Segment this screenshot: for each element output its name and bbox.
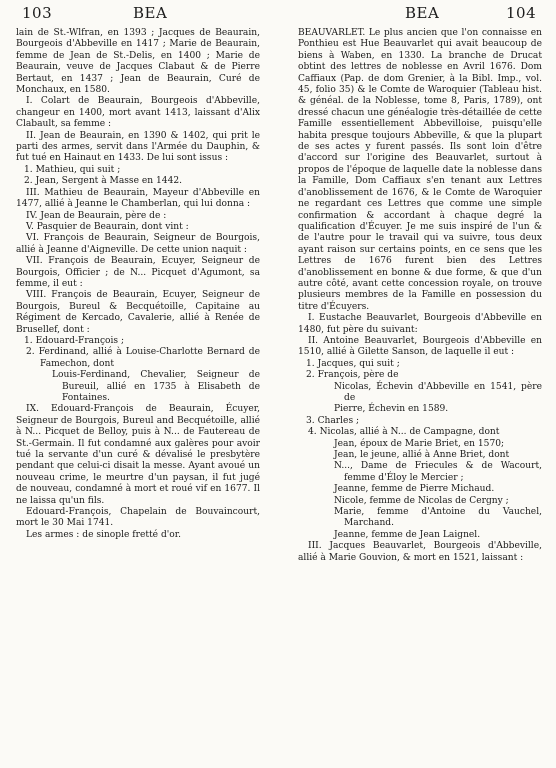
right-paragraph: 1. Jacques, qui suit ; [306,358,400,369]
left-paragraph: lain de St.-Wlfran, en 1393 ; Jacques de Beaurain, Bourgeois d'Abbeville en 1417 ; Marie de Beaurain, femme de Jean de St.-Delis, en 1400 ; Marie de Beaurain, veuve de Jacques Clabaut & de Pierre Bertaut, en 1437 ; Jean de Beaurain, Curé de Monchaux, en 1580. [16,28,260,96]
right-paragraph: Nicolas, Échevin d'Abbeville en 1541, père de [334,381,542,403]
page-number-right: 104 [506,4,537,22]
right-paragraph: BEAUVARLET. Le plus ancien que l'on connaisse en Ponthieu est Hue Beauvarlet qui avait beaucoup de biens à Waben, en 1330. La branche de Drucat obtint des lettres de noblesse en Avril 1676. Dom Caffiaux (Pap. de dom Grenier, à la Bibl. Imp., vol. 45, folio 35) & le Comte de Waroquier (Tableau hist. & généal. de la Noblesse, tome 8, Paris, 1789), ont dressé chacun une généalogie très-détaillée de cette Famille essentiellement Abbevilloise, puisqu'elle habita presque toujours Abbeville, & que la plupart de ses actes y furent passés. Ils sont loin d'être d'accord sur l'origine des Beauvarlet, surtout à propos de l'époque de laquelle date la noblesse dans la Famille, Dom Caffiaux s'en tenant aux Lettres d'anoblissement de 1676, & le Comte de Waroquier ne regardant ces Lettres que comme une simple confirmation & accordant à chaque degré la qualification d'Écuyer. Je me suis inspiré de l'un & de l'autre pour le travail qui va suivre, tous deux ayant raison sur certains points, en ce sens que les Lettres de 1676 furent bien des Lettres d'anoblissement en bonne & due forme, & que d'un autre côté, avant cette concession royale, on trouve plusieurs membres de la Famille en possession du titre d'Écuyers. [298,28,542,312]
left-paragraph: VII. François de Beaurain, Ecuyer, Seigneur de Bourgois, Officier ; de N... Picquet d'Agumont, sa femme, il eut : [16,256,260,289]
right-paragraph: 3. Charles ; [306,415,360,426]
left-paragraph: 1. Edouard-François ; [24,335,125,346]
left-paragraph: IX. Edouard-François de Beaurain, Écuyer, Seigneur de Bourgois, Bureul and Becquétoille, allié à N... Picquet de Belloy, puis à N... de Fautereau de St.-Germain. Il fut condamné aux galères pour avoir tué la servante d'un curé & dévalisé le presbytère pendant que celui-ci disait la messe. Ayant avoué un nouveau crime, le meurtre d'un paysan, il fut jugé de nouveau, condamné à mort et roué vif en 1677. Il ne laissa qu'un fils. [16,404,260,506]
left-paragraph: III. Mathieu de Beaurain, Mayeur d'Abbeville en 1477, allié à Jeanne le Chamberlan, qui lui donna : [16,187,260,210]
right-column [298,28,542,564]
running-head-right: BEA [405,4,440,22]
left-paragraph: II. Jean de Beaurain, en 1390 & 1402, qui prit le parti des armes, servit dans l'Armée du Dauphin, & fut tué en Hainaut en 1433. De lui sont issus : [16,130,260,164]
right-paragraph: Pierre, Échevin en 1589. [334,404,449,415]
left-column [16,28,260,541]
left-paragraph: Edouard-François, Chapelain de Bouvaincourt, mort le 30 Mai 1741. [16,507,260,529]
right-paragraph: 2. François, père de [306,370,399,381]
right-paragraph: Jean, le jeune, allié à Anne Briet, dont [334,450,510,461]
left-paragraph: Les armes : de sinople fretté d'or. [26,529,181,540]
right-paragraph: 4. Nicolas, allié à N... de Campagne, dont [308,427,500,438]
left-paragraph: VI. François de Beaurain, Seigneur de Bourgois, allié à Jeanne d'Aigneville. De cette union naquit : [16,233,260,255]
right-paragraph: N..., Dame de Friecules & de Wacourt, femme d'Éloy le Mercier ; [334,461,542,483]
right-paragraph: III. Jacques Beauvarlet, Bourgeois d'Abbeville, allié à Marie Gouvion, & mort en 1521, laissant : [298,541,542,563]
left-paragraph: Louis-Ferdinand, Chevalier, Seigneur de Bureuil, allié en 1735 à Elisabeth de Fontaines. [52,370,260,403]
right-paragraph: Jeanne, femme de Jean Laignel. [334,529,481,540]
left-paragraph: V. Pasquier de Beaurain, dont vint : [26,221,189,232]
left-paragraph: IV. Jean de Beaurain, père de : [26,210,167,221]
right-paragraph: I. Eustache Beauvarlet, Bourgeois d'Abbeville en 1480, fut père du suivant: [298,313,542,335]
left-paragraph: I. Colart de Beaurain, Bourgeois d'Abbeville, changeur en 1400, mort avant 1413, laissant d'Alix Clabault, sa femme : [16,96,260,130]
right-paragraph: Marie, femme d'Antoine du Vauchel, Marchand. [334,507,542,529]
left-paragraph: 2. Ferdinand, allié à Louise-Charlotte Bernard de Famechon, dont [26,347,260,369]
left-paragraph: 2. Jean, Sergent à Masse en 1442. [24,176,183,187]
left-paragraph: VIII. François de Beaurain, Ecuyer, Seigneur de Bourgois, Bureul & Becquétoille, Capitaine au Régiment de Kercado, Cavalerie, allié à Renée de Brusellef, dont : [16,290,260,335]
running-head-left: BEA [133,4,168,22]
right-paragraph: Jean, époux de Marie Briet, en 1570; [334,438,505,449]
right-paragraph: Jeanne, femme de Pierre Michaud. [334,484,495,495]
page-number-left: 103 [22,4,53,22]
right-paragraph: Nicole, femme de Nicolas de Cergny ; [334,495,509,506]
right-paragraph: II. Antoine Beauvarlet, Bourgeois d'Abbeville en 1510, allié à Gilette Sanson, de laquelle il eut : [298,335,542,358]
left-paragraph: 1. Mathieu, qui suit ; [24,164,121,175]
